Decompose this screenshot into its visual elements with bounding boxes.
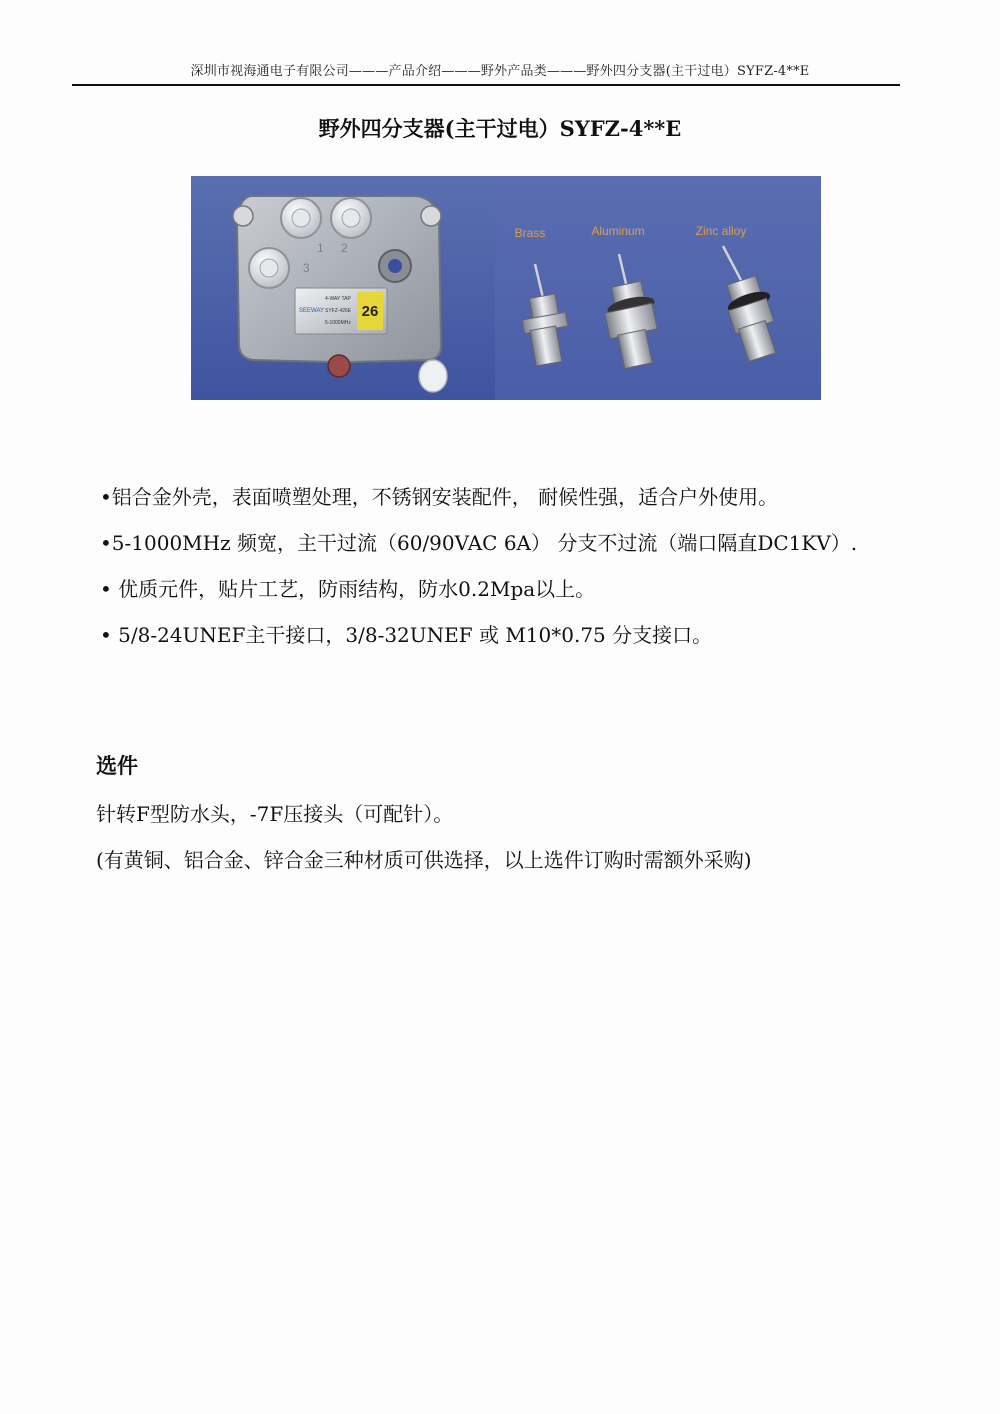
label-aluminum: Aluminum: [591, 224, 645, 238]
options-heading: 选件: [96, 753, 138, 778]
plate-line-1: 4-WAY TAP: [325, 296, 351, 302]
tap-value-label: 26: [361, 303, 379, 320]
port-number-1: 1: [317, 241, 324, 255]
brand-logo: SEEWAY: [299, 308, 325, 314]
label-brass: Brass: [514, 226, 546, 240]
port-number-2: 2: [341, 241, 348, 255]
options-line-1: 针转F型防水头，-7F压接头（可配针）。: [96, 802, 454, 826]
connector-materials-photo: [495, 176, 821, 400]
port-number-3: 3: [303, 261, 310, 275]
tap-product-photo: [191, 176, 495, 400]
product-title: 野外四分支器(主干过电）SYFZ-4**E: [318, 116, 682, 141]
label-zinc-alloy: Zinc alloy: [695, 224, 747, 238]
plate-line-3: 5-1000MHz: [325, 320, 351, 326]
feature-item: •5-1000MHz 频宽，主干过流（60/90VAC 6A） 分支不过流（端口隔直DC1KV）.: [100, 531, 858, 555]
feature-item: • 5/8-24UNEF主干接口，3/8-32UNEF 或 M10*0.75 分支接口。: [100, 623, 713, 647]
feature-item: •铝合金外壳，表面喷塑处理，不锈钢安装配件， 耐候性强，适合户外使用。: [100, 485, 779, 509]
page-header: 深圳市视海通电子有限公司———产品介绍———野外产品类———野外四分支器(主干过电）SYFZ-4**E: [190, 64, 810, 79]
feature-item: • 优质元件，贴片工艺，防雨结构，防水0.2Mpa以上。: [100, 577, 596, 601]
options-line-2: (有黄铜、铝合金、锌合金三种材质可供选择，以上选件订购时需额外采购): [96, 848, 752, 872]
header-rule: [72, 84, 900, 86]
plate-line-2: SYFZ-426E: [325, 308, 352, 314]
feature-list: [100, 474, 960, 658]
